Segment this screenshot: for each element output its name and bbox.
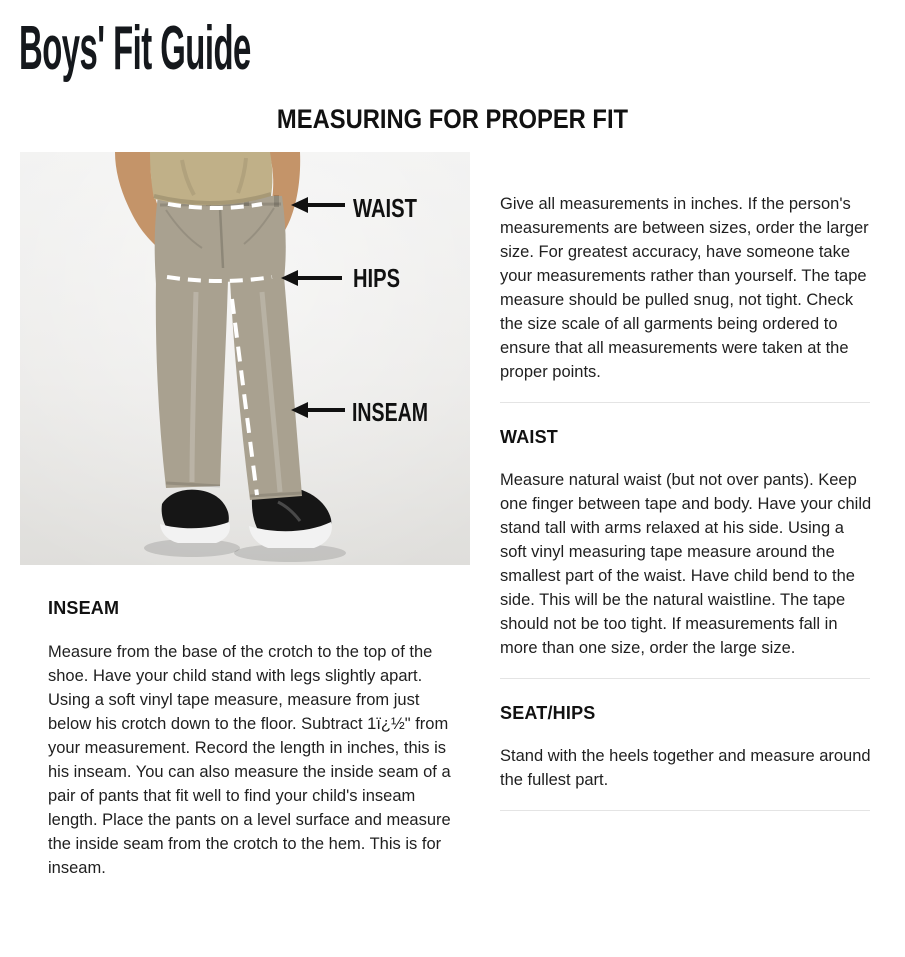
hips-label: HIPS [353,263,400,293]
divider [500,678,870,679]
seat-hips-heading: SEAT/HIPS [500,703,596,723]
inseam-label: INSEAM [352,397,428,427]
measurement-diagram [20,152,470,565]
instructions-column [500,192,872,811]
intro-body: Give all measurements in inches. If the person's measurements are between sizes, order the larger size. For greatest accuracy, have someone take your measurements rather than yourself. The tape measure should be pulled snug, not tight. Check the size scale of all garments being ordered to ensure that all measurements were taken at the proper points. [500,195,869,381]
divider [500,810,870,811]
inseam-heading: INSEAM [48,598,120,618]
section-waist [500,427,872,660]
page-title: Boys' Fit Guide [19,14,251,83]
section-inseam [48,590,463,880]
boy-photo-illustration [20,152,470,565]
section-seat-hips [500,703,872,792]
waist-label: WAIST [353,193,418,223]
waist-heading: WAIST [500,427,558,447]
divider [500,402,870,403]
seat-hips-body: Stand with the heels together and measure around the fullest part. [500,747,871,789]
waist-body: Measure natural waist (but not over pants). Keep one finger between tape and body. Have your child stand tall with arms relaxed at his side. Using a soft vinyl measuring tape measure around the smallest part of the waist. Have child bend to the side. This will be the natural waistline. The tape should not be too tight. If measurements fall in more than one size, order the large size. [500,471,872,657]
page-subtitle: MEASURING FOR PROPER FIT [276,104,629,134]
inseam-body: Measure from the base of the crotch to the top of the shoe. Have your child stand with legs slightly apart. Using a soft vinyl tape measure, measure from just below his crotch down to the floor. Subtract 1ï¿½" from your measurement. Record the length in inches, this is his inseam. You can also measure the inside seam of a pair of pants that fit well to find your child's inseam length. Place the pants on a level surface and measure the inside seam from the crotch to the hem. This is for inseam. [48,643,451,877]
